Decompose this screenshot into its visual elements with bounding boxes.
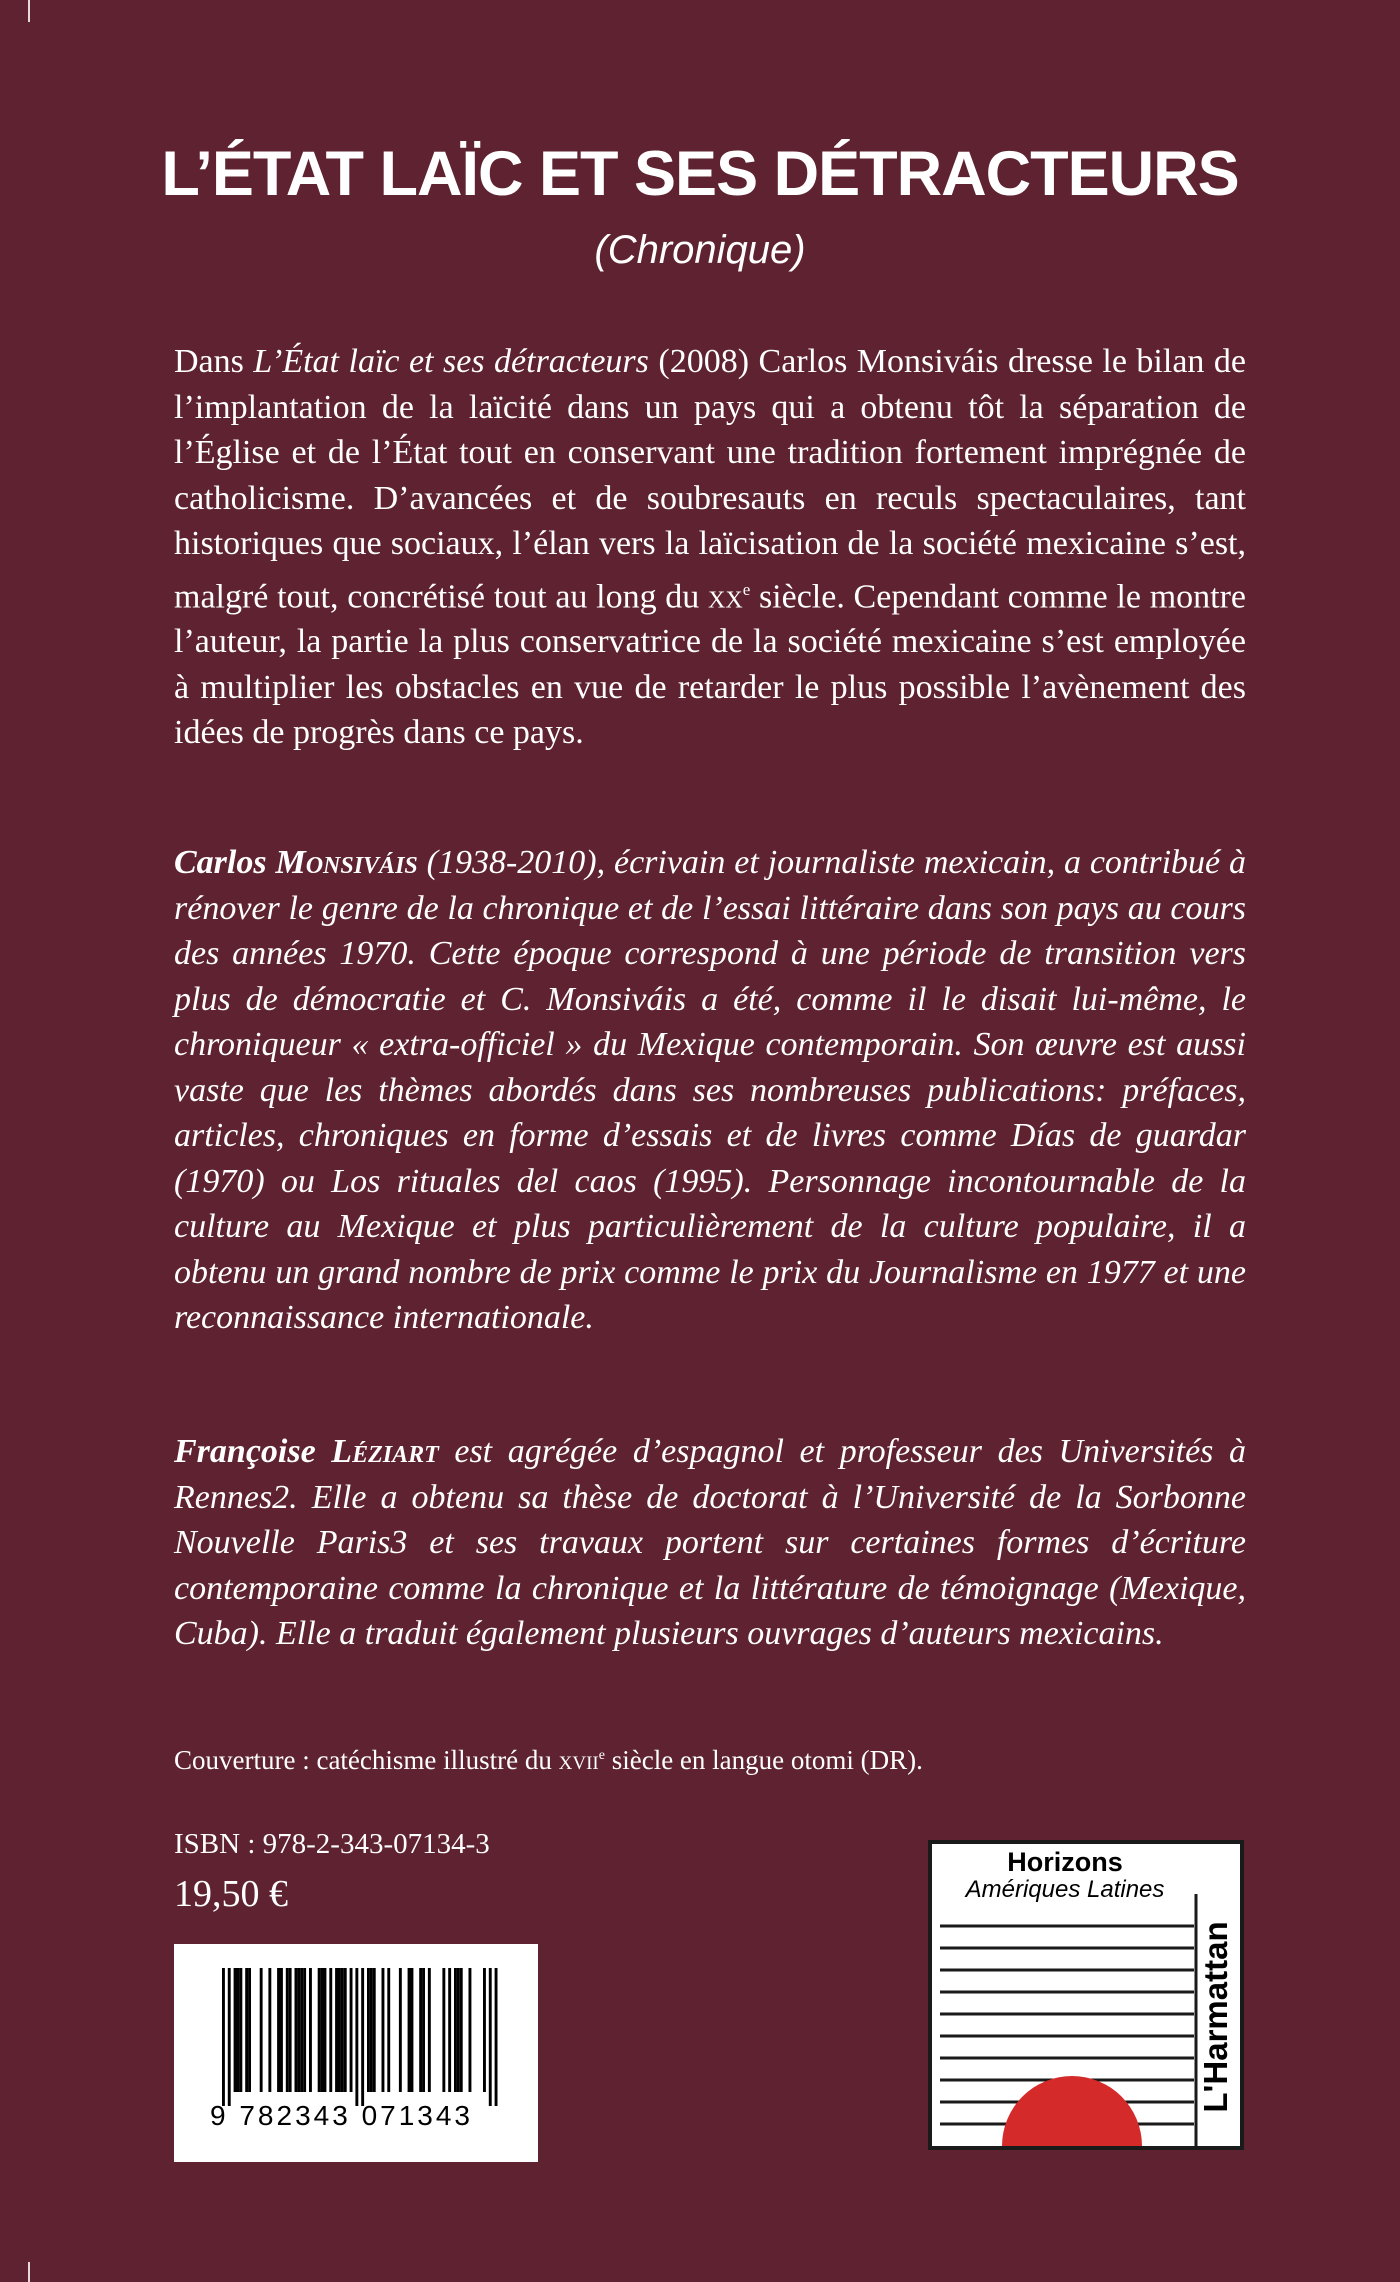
translator-first-name: Françoise: [174, 1433, 332, 1470]
barcode-bar: [489, 1968, 492, 2106]
barcode-bar: [222, 1968, 225, 2106]
publisher-name: L'Harmattan: [1197, 1921, 1234, 2113]
barcode-bar: [457, 1968, 460, 2092]
collection-logo: [928, 1840, 1244, 2150]
translator-bio: Françoise Léziart est agrégée d’espagnol et professeur des Universités à Rennes2. Elle a obtenu sa thèse de doctorat à l’Université de la Sorbonne Nouvelle Paris3 et ses travaux portent sur certaines formes d’écriture contemporaine comme la chronique et la littérature de témoignage (Mexique, Cuba). Elle a traduit également plusieurs ouvrages d’auteurs mexicains.: [174, 1433, 1246, 1652]
barcode-bar: [297, 1968, 300, 2092]
barcode-bar: [324, 1968, 327, 2092]
barcode-bar: [428, 1968, 431, 2092]
barcode-bar: [469, 1968, 472, 2092]
barcode-bar: [367, 1968, 370, 2092]
summary-paragraph: Dans L’État laïc et ses détracteurs (2008) Carlos Monsiváis dresse le bilan de l’implantation de la laïcité dans un pays qui a obtenu tôt la séparation de l’Église et de l’État tout en conservant une tradition fortement imprégnée de catholicisme. D’avancées et de soubresauts en reculs spectaculaires, tant historiques que sociaux, l’élan vers la laïcisation de la société mexicaine s’est, malgré tout, concrétisé tout au long du $xx^e$ siècle. Cependant comme le montre l’auteur, la partie la plus conservatrice de la société mexicaine s’est employée à multiplier les obstacles en vue de retarder le plus possible l’avènement des idées de progrès dans ce pays.: [174, 343, 1246, 752]
barcode-bar: [303, 1968, 306, 2092]
barcode-bar: [321, 1968, 324, 2092]
barcode-bar: [422, 1968, 425, 2092]
barcode-bar: [309, 1968, 312, 2092]
barcode-bar: [411, 1968, 414, 2092]
barcode-bar: [277, 1968, 280, 2092]
collection-title: [932, 1848, 1198, 1904]
barcode: [174, 1944, 538, 2162]
collection-subname: Amériques Latines: [965, 1876, 1165, 1903]
author-first-name: Carlos: [174, 844, 276, 881]
barcode-digits: 9 782343 071343: [210, 2100, 473, 2131]
barcode-bar: [248, 1968, 251, 2092]
barcode-bar: [442, 1968, 445, 2092]
barcode-bar: [239, 1968, 242, 2092]
book-subtitle: (Chronique): [594, 228, 806, 272]
barcode-bar: [387, 1968, 390, 2092]
translator-last-name: Léziart: [331, 1433, 439, 1470]
crop-mark-top-left: [28, 0, 30, 22]
barcode-bar: [344, 1968, 347, 2092]
author-last-name: Monsiváis: [275, 844, 418, 881]
barcode-bar: [341, 1968, 344, 2092]
collection-name: Horizons: [1007, 1847, 1123, 1877]
barcode-bar: [373, 1968, 376, 2092]
barcode-bar: [289, 1968, 292, 2092]
barcode-bar: [245, 1968, 248, 2092]
barcode-bar: [350, 1968, 353, 2092]
barcode-bar: [408, 1968, 411, 2092]
barcode-bar: [234, 1968, 237, 2092]
barcode-bar: [286, 1968, 289, 2092]
barcode-bar: [228, 1968, 231, 2106]
barcode-bar: [300, 1968, 303, 2092]
barcode-bar: [382, 1968, 385, 2092]
barcode-bar: [448, 1968, 451, 2092]
barcode-bar: [335, 1968, 338, 2092]
barcode-bar: [295, 1968, 298, 2092]
book-title: L’ÉTAT LAÏC ET SES DÉTRACTEURS: [161, 139, 1239, 209]
barcode-bar: [280, 1968, 283, 2092]
price: 19,50 €: [174, 1873, 288, 1915]
barcode-bar: [260, 1968, 263, 2092]
barcode-bar: [419, 1968, 422, 2092]
barcode-bar: [355, 1968, 358, 2106]
barcode-bar: [338, 1968, 341, 2092]
barcode-bar: [237, 1968, 240, 2092]
barcode-bar: [268, 1968, 271, 2092]
barcode-bar: [483, 1968, 486, 2092]
barcode-bar: [495, 1968, 498, 2106]
barcode-bar: [370, 1968, 373, 2092]
barcode-bar: [460, 1968, 463, 2092]
barcode-bar: [329, 1968, 332, 2092]
cover-caption: Couverture : catéchisme illustré du xvii$^e$ siècle en langue otomi (DR).: [174, 1745, 923, 1775]
crop-mark-bottom-left: [28, 2262, 30, 2282]
barcode-bar: [454, 1968, 457, 2092]
barcode-bar: [361, 1968, 364, 2106]
book-title-inline: L’État laïc et ses détracteurs: [253, 343, 649, 380]
barcode-bar: [399, 1968, 402, 2092]
sun-shape: [1002, 2076, 1142, 2146]
author-bio: Carlos Monsiváis (1938-2010), écrivain et journaliste mexicain, a contribué à rénover le genre de la chronique et de l’essai littéraire dans son pays au cours des années 1970. Cette époque correspond à une période de transition vers plus de démocratie et C. Monsiváis a été, comme il le disait lui-même, le chroniqueur « extra-officiel » du Mexique contemporain. Son œuvre est aussi vaste que les thèmes abordés dans ses nombreuses publications: préfaces, articles, chroniques en forme d’essais et de livres comme Días de guardar (1970) ou Los rituales del caos (1995). Personnage incontournable de la culture au Mexique et plus particulièrement de la culture populaire, il a obtenu un grand nombre de prix comme le prix du Journalisme en 1977 et une reconnaissance internationale.: [174, 844, 1247, 1336]
isbn: ISBN : 978-2-343-07134-3: [174, 1828, 490, 1860]
barcode-bar: [318, 1968, 321, 2092]
